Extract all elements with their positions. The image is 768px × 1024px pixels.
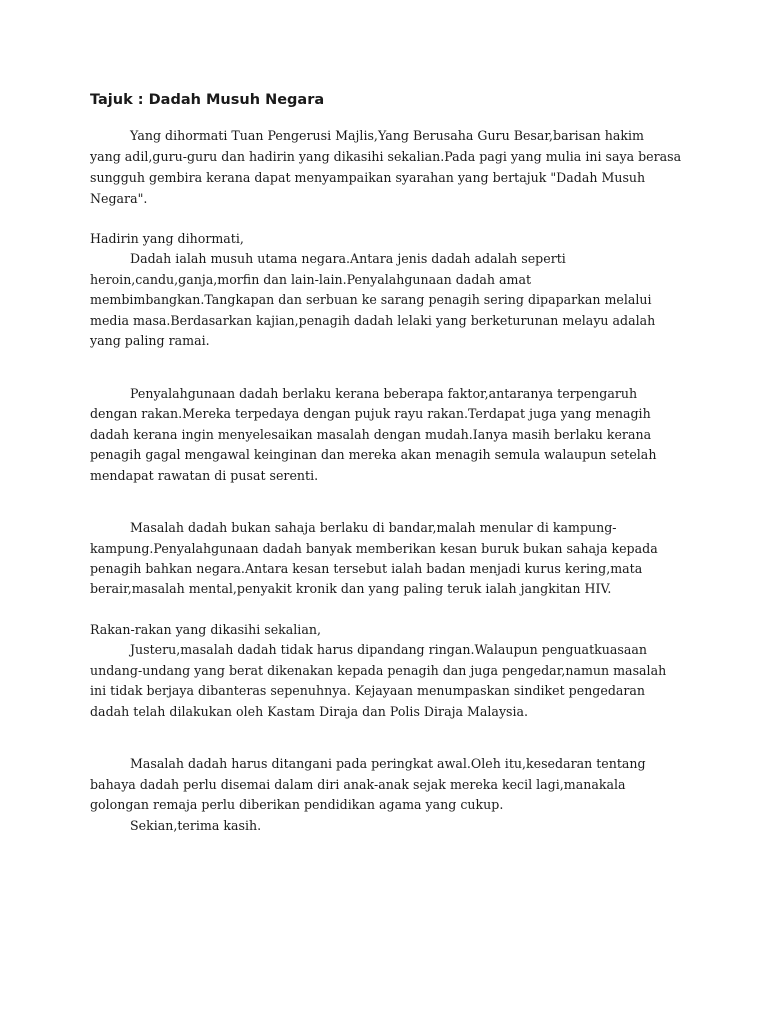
text-line: dengan rakan.Mereka terpedaya dengan pujuk rayu rakan.Terdapat juga yang menagih [90,406,651,421]
text-line: Justeru,masalah dadah tidak harus dipandang ringan.Walaupun penguatkuasaan [130,642,647,657]
text-line: penagih bahkan negara.Antara kesan tersebut ialah badan menjadi kurus kering,mata [90,561,643,576]
text-line: membimbangkan.Tangkapan dan serbuan ke sarang penagih sering dipaparkan melalui [90,292,652,307]
text-line: penagih gagal mengawal keinginan dan mereka akan menagih semula walaupun setelah [90,447,657,462]
text-line: dadah kerana ingin menyelesaikan masalah dengan mudah.Ianya masih berlaku kerana [90,427,652,442]
text-line: kampung.Penyalahgunaan dadah banyak memberikan kesan buruk bukan sahaja kepada [90,541,658,556]
text-line: berair,masalah mental,penyakit kronik dan yang paling teruk ialah jangkitan HIV. [90,581,612,596]
text-line: Yang dihormati Tuan Pengerusi Majlis,Yang Berusaha Guru Besar,barisan hakim [130,128,644,143]
text-line: mendapat rawatan di pusat serenti. [90,468,319,483]
text-line: heroin,candu,ganja,morfin dan lain-lain.Penyalahgunaan dadah amat [90,272,532,287]
text-line: Rakan-rakan yang dikasihi sekalian, [90,622,321,637]
text-line: Penyalahgunaan dadah berlaku kerana beberapa faktor,antaranya terpengaruh [130,386,638,401]
text-line: dadah telah dilakukan oleh Kastam Diraja dan Polis Diraja Malaysia. [90,704,529,719]
text-line: bahaya dadah perlu disemai dalam diri anak-anak sejak mereka kecil lagi,manakala [90,777,626,792]
text-line: undang-undang yang berat dikenakan kepada penagih dan juga pengedar,namun masalah [90,663,667,678]
text-line: yang paling ramai. [90,333,210,348]
text-line: Sekian,terima kasih. [130,818,262,833]
text-line: Hadirin yang dihormati, [90,231,244,246]
text-line: Dadah ialah musuh utama negara.Antara jenis dadah adalah seperti [130,251,566,266]
text-line: Masalah dadah bukan sahaja berlaku di bandar,malah menular di kampung- [130,520,617,535]
document-title: Tajuk : Dadah Musuh Negara [90,92,325,108]
text-line: media masa.Berdasarkan kajian,penagih dadah lelaki yang berketurunan melayu adalah [90,313,656,328]
text-line: ini tidak berjaya dibanteras sepenuhnya. Kejayaan menumpaskan sindiket pengedaran [90,683,646,698]
text-line: yang adil,guru-guru dan hadirin yang dikasihi sekalian.Pada pagi yang mulia ini saya berasa [90,149,682,164]
text-line: Negara". [90,191,148,206]
text-line: Masalah dadah harus ditangani pada peringkat awal.Oleh itu,kesedaran tentang [130,756,646,771]
text-line: sungguh gembira kerana dapat menyampaikan syarahan yang bertajuk "Dadah Musuh [90,170,646,185]
text-line: golongan remaja perlu diberikan pendidikan agama yang cukup. [90,797,504,812]
